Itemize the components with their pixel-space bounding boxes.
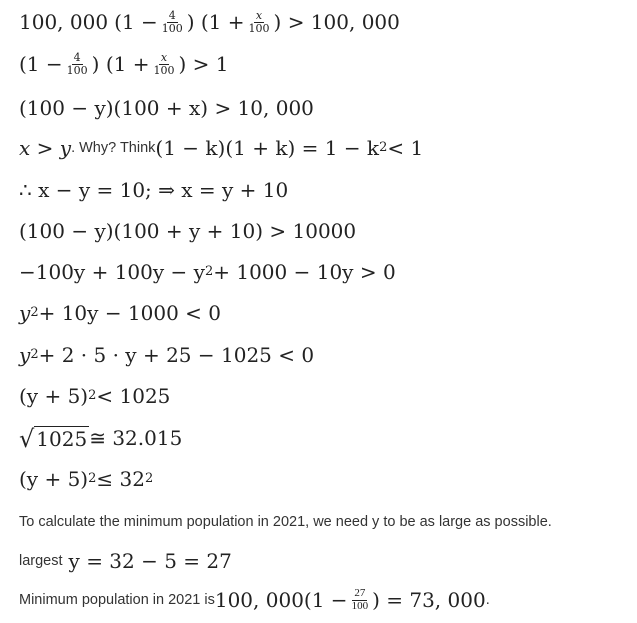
fraction <box>350 588 371 612</box>
eq5-text: ∴ x − y = 10; ⇒ x = y + 10 <box>19 178 289 202</box>
explanation-sentence: To calculate the minimum population in 2021, we need y to be as large as possible. <box>19 514 552 530</box>
eq7-part: −100y + 100y − y <box>19 260 205 284</box>
numerator: 27 <box>354 587 366 599</box>
denominator: 100 <box>351 599 369 612</box>
eq9-part: y <box>19 343 31 367</box>
eq11-part: ≅ 32.015 <box>89 425 183 450</box>
denominator: 100 <box>161 21 183 35</box>
equation-line-10: (y + 5) 2 < 1025 <box>19 384 171 408</box>
equation-line-9: y 2 + 2 · 5 · y + 25 − 1025 < 0 <box>19 343 315 367</box>
eq3-text: (100 − y)(100 + x) > 10, 000 <box>19 96 314 120</box>
eq7-part: + 1000 − 10y > 0 <box>213 260 396 284</box>
eq2-part: ) (1 + <box>91 52 150 77</box>
minimum-label: Minimum population in 2021 is <box>19 592 215 609</box>
eq1-part: 100, 000 <box>19 10 109 35</box>
eq1-part: (1 − <box>114 10 158 35</box>
eq4-math: x > y <box>19 136 72 160</box>
eq2-part: ) > 1 <box>178 52 229 77</box>
eq8-part: + 10y − 1000 < 0 <box>38 301 222 325</box>
eq1-part: ) (1 + <box>186 10 245 35</box>
period: . <box>485 592 490 609</box>
explanation-text <box>19 514 552 530</box>
equation-line-3 <box>19 96 314 120</box>
numerator: 4 <box>168 9 176 22</box>
eq6-text: (100 − y)(100 + y + 10) > 10000 <box>19 219 357 243</box>
largest-label: largest <box>19 553 63 569</box>
largest-y-line <box>19 549 232 573</box>
eq4-math: (1 − k)(1 + k) = 1 − k <box>155 136 380 160</box>
radicand: 1025 <box>36 427 88 451</box>
eq9-part: + 2 · 5 · y + 25 − 1025 < 0 <box>38 343 315 367</box>
equation-line-5 <box>19 178 288 202</box>
eq1-part: ) > 100, 000 <box>273 10 400 35</box>
denominator: 100 <box>153 63 175 77</box>
eq10-part: < 1025 <box>96 384 171 408</box>
equation-line-11 <box>19 424 182 451</box>
radical-sign: √ <box>19 425 35 453</box>
numerator: x <box>255 9 263 22</box>
min-part: 100, 000 <box>214 588 304 613</box>
fraction <box>160 10 185 34</box>
minimum-population-line <box>19 588 490 612</box>
numerator: x <box>160 51 168 64</box>
fraction <box>151 52 176 76</box>
denominator: 100 <box>66 63 88 77</box>
fraction <box>65 52 90 76</box>
eq10-part: (y + 5) <box>19 384 89 408</box>
numerator: 4 <box>73 51 81 64</box>
eq8-part: y <box>19 301 31 325</box>
denominator: 100 <box>248 21 270 35</box>
min-part: ) = 73, 000 <box>372 588 486 613</box>
square-root <box>19 424 89 451</box>
eq2-part: (1 − <box>19 52 63 77</box>
equation-line-6 <box>19 219 356 243</box>
largest-equation: y = 32 − 5 = 27 <box>68 549 232 573</box>
eq12-part: (y + 5) <box>19 467 89 491</box>
eq12-part: ≤ 32 <box>96 467 145 491</box>
equation-line-4: x > y . Why? Think (1 − k)(1 + k) = 1 − k 2 < 1 <box>19 136 424 160</box>
fraction <box>247 10 272 34</box>
eq4-prose: . Why? Think <box>71 140 156 156</box>
min-part: (1 − <box>303 588 348 613</box>
eq4-math: < 1 <box>387 136 424 160</box>
equation-line-2 <box>19 52 228 76</box>
equation-line-12: (y + 5) 2 ≤ 32 2 <box>19 467 154 491</box>
equation-line-8: y 2 + 10y − 1000 < 0 <box>19 301 222 325</box>
equation-line-1 <box>19 10 400 34</box>
equation-line-7: −100y + 100y − y 2 + 1000 − 10y > 0 <box>19 260 396 284</box>
